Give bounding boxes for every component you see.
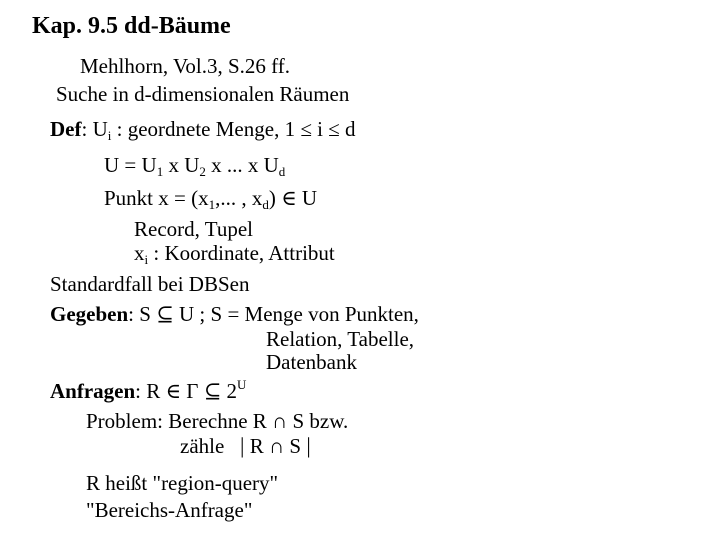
point-part: ,... , x bbox=[215, 186, 263, 210]
cartesian-product-line bbox=[104, 153, 286, 179]
point-definition-line bbox=[104, 186, 318, 212]
definition-label: Def bbox=[50, 117, 82, 141]
region-query-line: R heißt "region-query" bbox=[86, 471, 279, 495]
relation-line: Relation, Tabelle, bbox=[266, 327, 415, 351]
count-line bbox=[180, 435, 311, 457]
coordinate-x: x bbox=[134, 241, 145, 265]
given-label: Gegeben bbox=[50, 302, 129, 326]
product-part: x ... x U bbox=[205, 153, 279, 177]
count-word: zähle bbox=[180, 434, 225, 458]
slide-title: Kap. 9.5 dd-Bäume bbox=[32, 13, 231, 39]
queries-line bbox=[50, 377, 247, 403]
definition-rest: : geordnete Menge, 1 ≤ i ≤ d bbox=[111, 117, 356, 141]
cardinality-bar: | bbox=[306, 433, 311, 458]
coordinate-subscript: i bbox=[144, 252, 149, 267]
count-expression: R ∩ S bbox=[249, 434, 302, 458]
point-subscript: 1 bbox=[208, 197, 216, 212]
point-subscript: d bbox=[262, 197, 269, 212]
definition-line bbox=[50, 117, 356, 143]
given-line bbox=[50, 304, 419, 325]
database-line: Datenbank bbox=[266, 350, 357, 374]
queries-rest: : R ∈ Γ ⊆ 2 bbox=[135, 379, 238, 403]
product-subscript: d bbox=[278, 164, 286, 179]
record-line: Record, Tupel bbox=[134, 217, 254, 241]
definition-u-subscript: i bbox=[107, 128, 112, 143]
product-part: x U bbox=[163, 153, 200, 177]
cardinality-bar: | bbox=[240, 433, 245, 458]
definition-separator: : bbox=[81, 117, 93, 141]
coordinate-rest: : Koordinate, Attribut bbox=[148, 241, 335, 265]
problem-line: Problem: Berechne R ∩ S bzw. bbox=[86, 409, 349, 433]
range-query-line: "Bereichs-Anfrage" bbox=[86, 498, 253, 522]
standard-case-line: Standardfall bei DBSen bbox=[50, 272, 250, 296]
product-part: U = U bbox=[104, 153, 157, 177]
product-subscript: 1 bbox=[156, 164, 164, 179]
point-part: Punkt x = (x bbox=[104, 186, 209, 210]
given-rest: : S ⊆ U ; S = Menge von Punkten, bbox=[128, 302, 419, 326]
reference-text: Mehlhorn, Vol.3, S.26 ff. bbox=[80, 54, 291, 78]
definition-u: U bbox=[92, 117, 108, 141]
queries-label: Anfragen bbox=[50, 379, 136, 403]
coordinate-line bbox=[134, 241, 335, 267]
product-subscript: 2 bbox=[199, 164, 206, 179]
queries-superscript: U bbox=[237, 377, 247, 392]
point-part: ) ∈ U bbox=[268, 186, 318, 210]
subtitle-text: Suche in d-dimensionalen Räumen bbox=[56, 82, 350, 106]
